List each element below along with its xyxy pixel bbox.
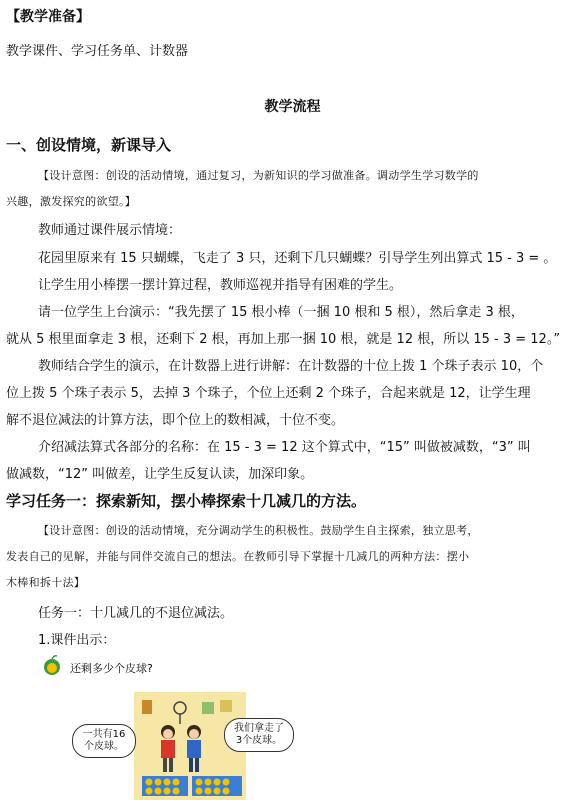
task1-note-line2: 发表自己的见解，并能与同伴交流自己的想法。在教师引导下掌握十几减几的两种方法：摆小 (6, 550, 470, 563)
section1-note-line2: 兴趣，激发探究的欲望。】 (6, 195, 137, 208)
apple-icon (44, 656, 60, 675)
bubble-right-line1: 我们拿走了 (234, 723, 284, 734)
paragraph: 介绍减法算式各部分的名称：在 15 - 3 = 12 这个算式中，“15” 叫做被减数，“3” 叫 (38, 440, 531, 455)
paragraph: 位上拨 5 个珠子表示 5，去掉 3 个珠子，个位上还剩 2 个珠子，合起来就是 12，让学生理 (6, 386, 531, 401)
task1-note-line1: 【设计意图：创设的活动情境，充分调动学生的积极性。鼓励学生自主探索，独立思考， (38, 524, 479, 537)
paragraph: 解不退位减法的计算方法，即个位上的数相减，十位不变。 (6, 413, 345, 428)
task1-title: 学习任务一：探索新知，摆小棒探索十几减几的方法。 (6, 492, 367, 510)
task1-sub1: 任务一：十几减几的不退位减法。 (38, 606, 234, 621)
section1-note-line1: 【设计意图：创设的活动情境，通过复习，为新知识的学习做准备。调动学生学习数学的 (38, 169, 479, 182)
bubble-left-line2: 个皮球。 (84, 741, 124, 752)
speech-bubble-left (72, 724, 136, 758)
bubble-right-line2: 3个皮球。 (235, 735, 283, 746)
prep-heading: 【教学准备】 (6, 9, 90, 25)
paragraph: 请一位学生上台演示：“我先摆了 15 根小棒（一捆 10 根和 5 根），然后拿走 3 根， (38, 305, 524, 320)
paragraph: 就从 5 根里面拿走 3 根，还剩下 2 根，再加上那一捆 10 根，就是 12 根，所以 15 - 3 = 12。” (6, 332, 561, 347)
paragraph: 做减数，“12” 叫做差，让学生反复认读，加深印象。 (6, 467, 314, 482)
paragraph: 教师通过课件展示情境： (38, 223, 182, 238)
wall-item (220, 700, 232, 712)
task1-sub2: 1.课件出示： (38, 633, 116, 648)
paragraph: 花园里原来有 15 只蝴蝶，飞走了 3 只，还剩下几只蝴蝶？引导学生列出算式 15 - 3 = 。 (38, 251, 557, 266)
ball-tray-right (192, 776, 242, 796)
courseware-illustration (42, 652, 342, 800)
section1-title: 一、创设情境，新课导入 (6, 136, 172, 154)
prep-items: 教学课件、学习任务单、计数器 (6, 44, 189, 59)
wall-item (142, 700, 152, 714)
paragraph: 让学生用小棒摆一摆计算过程，教师巡视并指导有困难的学生。 (38, 278, 403, 293)
task1-note-line3: 木棒和拆十法】 (6, 576, 86, 589)
wall-item (202, 702, 214, 714)
bubble-left-line1: 一共有16 (82, 729, 126, 740)
flow-title: 教学流程 (264, 99, 321, 115)
paragraph: 教师结合学生的演示，在计数器上进行讲解：在计数器的十位上拨 1 个珠子表示 10，个 (38, 359, 544, 374)
speech-bubble-right (224, 718, 294, 752)
courseware-question: 还剩多少个皮球? (70, 662, 153, 675)
ball-tray-left (142, 776, 188, 796)
